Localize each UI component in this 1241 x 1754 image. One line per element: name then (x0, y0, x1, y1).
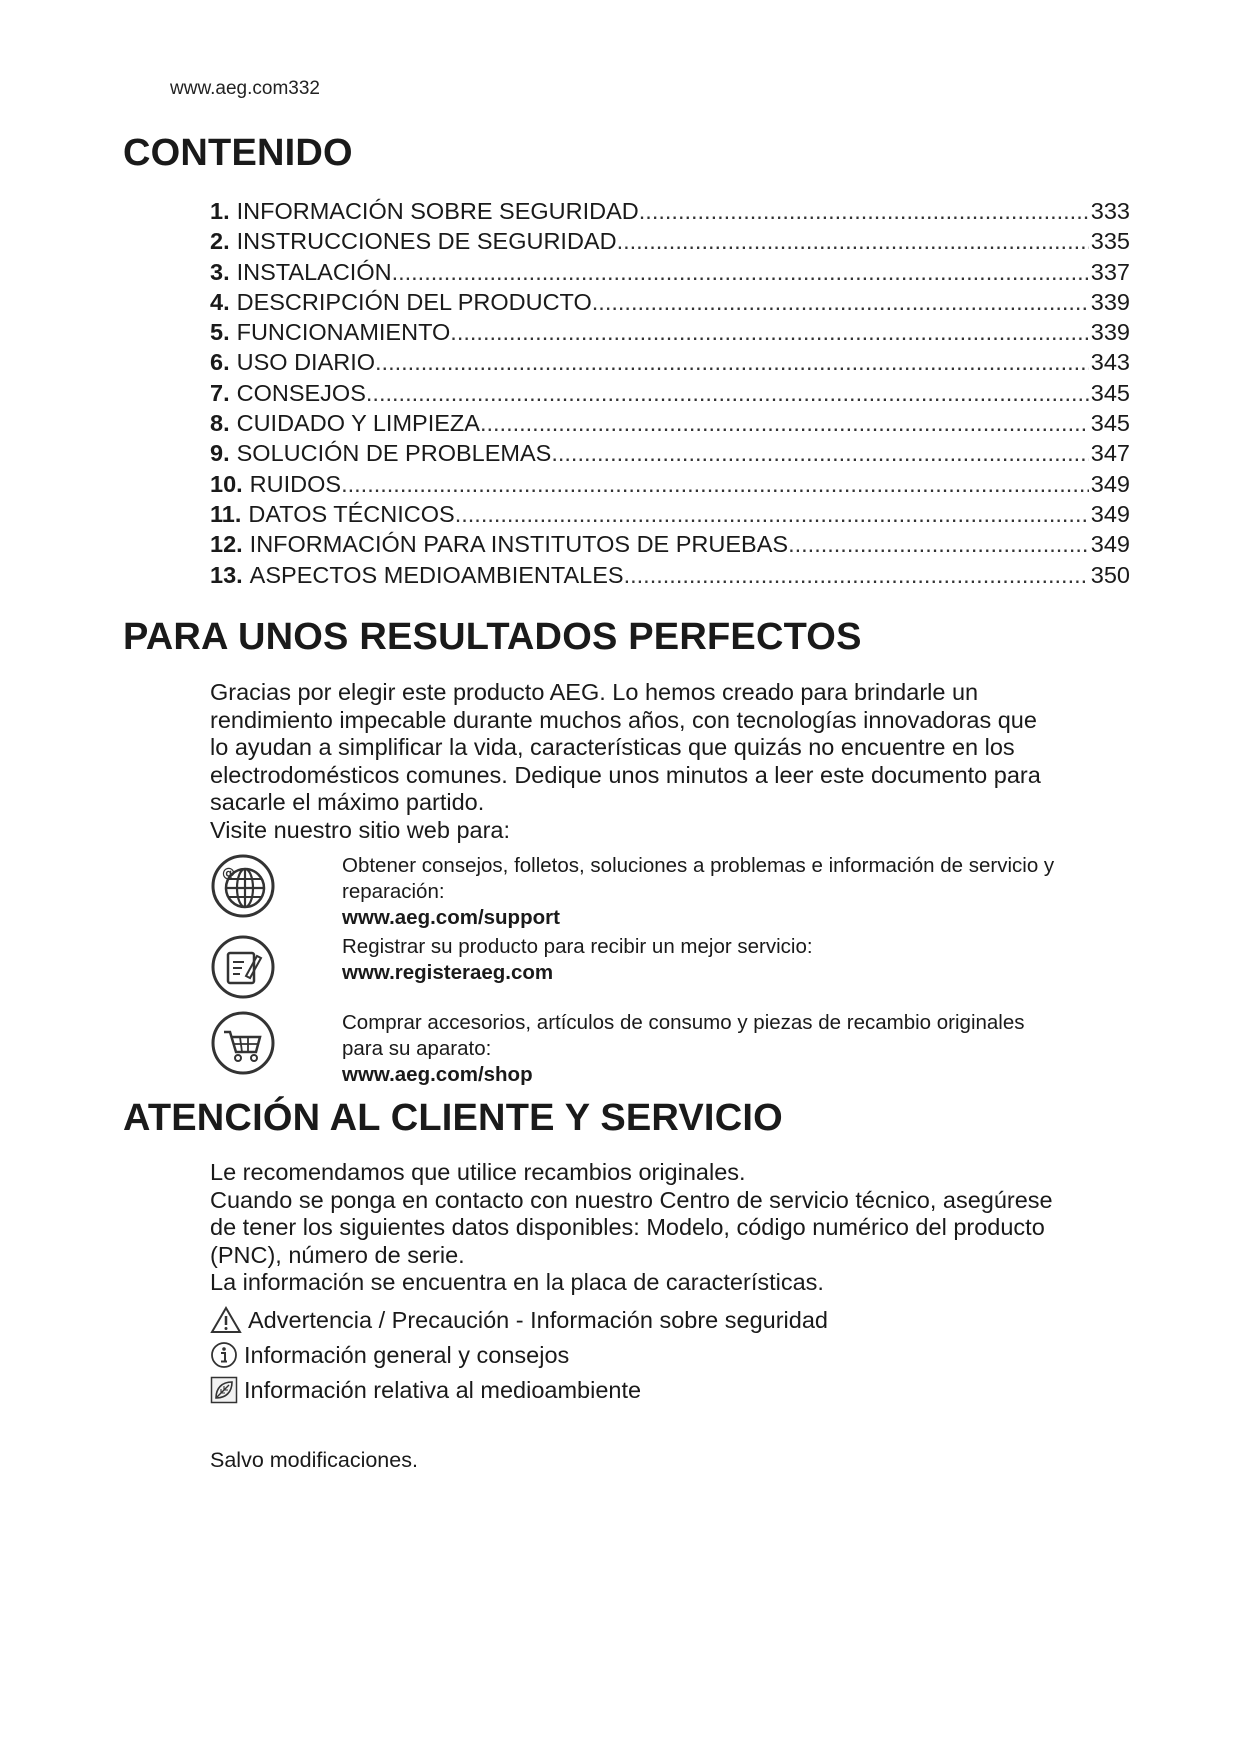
toc-page-number: 335 (1090, 228, 1130, 255)
text-line: Le recomendamos que utilice recambios originales. (210, 1159, 746, 1185)
text-line: para su aparato: (342, 1037, 492, 1060)
toc-page-number: 333 (1090, 198, 1130, 224)
toc-title: INSTRUCCIONES DE SEGURIDAD (236, 228, 617, 255)
toc-entry[interactable] (210, 469, 1130, 499)
leaf-icon (210, 1376, 238, 1404)
toc-entry[interactable] (210, 196, 1130, 226)
toc-number: 7. (210, 379, 230, 406)
globe-icon (210, 853, 276, 919)
toc-entry[interactable] (210, 317, 1130, 347)
toc-page-number: 349 (1090, 470, 1130, 497)
toc-title: INFORMACIÓN SOBRE SEGURIDAD (236, 198, 639, 224)
toc-number: 2. (210, 228, 230, 255)
svg-text:@: @ (222, 866, 235, 881)
toc-leader-dots (788, 529, 1089, 559)
cart-icon (210, 1010, 276, 1076)
toc-entry[interactable] (210, 499, 1130, 529)
toc-entry[interactable] (210, 560, 1130, 590)
text-line: de tener los siguientes datos disponibles: Modelo, código numérico del producto (210, 1214, 1045, 1241)
toc-leader-dots (639, 196, 1089, 226)
register-icon (210, 934, 276, 1000)
toc-entry[interactable] (210, 257, 1130, 287)
text-line: rendimiento impecable durante muchos años, con tecnologías innovadoras que (210, 706, 1037, 733)
toc-page-number: 345 (1090, 379, 1130, 406)
toc-title: DATOS TÉCNICOS (248, 500, 455, 527)
text-line: Comprar accesorios, artículos de consumo y piezas de recambio originales (342, 1011, 1025, 1034)
toc-title: FUNCIONAMIENTO (236, 319, 451, 346)
toc-number: 11. (210, 500, 242, 527)
toc-leader-dots (592, 287, 1089, 317)
shop-url-link[interactable]: www.aeg.com/shop (342, 1063, 533, 1086)
toc-entry[interactable] (210, 438, 1130, 468)
legend-label: Información general y consejos (244, 1341, 570, 1368)
register-link-text (342, 934, 1132, 986)
toc-number: 12. (210, 531, 243, 558)
toc-number: 3. (210, 258, 230, 285)
text-line: Cuando se ponga en contacto con nuestro Centro de servicio técnico, asegúrese (210, 1186, 1053, 1213)
toc-leader-dots (341, 469, 1089, 499)
toc-page-number: 345 (1090, 410, 1130, 437)
toc-title: INFORMACIÓN PARA INSTITUTOS DE PRUEBAS (249, 531, 789, 558)
text-line: Visite nuestro sitio web para: (210, 816, 511, 843)
toc-number: 1. (210, 198, 230, 224)
toc-page-number: 349 (1090, 500, 1130, 527)
text-line: Registrar su producto para recibir un mejor servicio: (342, 935, 813, 958)
toc-leader-dots (375, 347, 1089, 377)
legend-label: Advertencia / Precaución - Información sobre seguridad (248, 1306, 828, 1333)
legend-warning (210, 1306, 828, 1334)
toc-leader-dots (455, 499, 1089, 529)
table-of-contents (210, 196, 1130, 590)
toc-number: 13. (210, 561, 243, 588)
toc-leader-dots (450, 317, 1088, 347)
header-url: www.aeg.com332 (170, 78, 320, 99)
text-line: electrodomésticos comunes. Dedique unos minutos a leer este documento para (210, 761, 1041, 788)
service-paragraph (210, 1159, 1110, 1297)
footnote: Salvo modificaciones. (210, 1448, 418, 1472)
info-icon (210, 1341, 238, 1369)
toc-entry[interactable] (210, 347, 1130, 377)
shop-link-text (342, 1010, 1132, 1088)
toc-page-number: 347 (1090, 440, 1130, 467)
toc-page-number: 350 (1090, 561, 1130, 588)
toc-entry[interactable] (210, 529, 1130, 559)
register-url-link[interactable]: www.registeraeg.com (342, 961, 554, 984)
toc-page-number: 337 (1090, 258, 1130, 285)
toc-page-number: 349 (1090, 531, 1130, 558)
toc-leader-dots (392, 257, 1089, 287)
support-url-link[interactable]: www.aeg.com/support (342, 906, 560, 929)
toc-leader-dots (366, 378, 1089, 408)
legend-info (210, 1341, 569, 1369)
toc-title: ASPECTOS MEDIOAMBIENTALES (249, 561, 624, 588)
perfect-results-title: PARA UNOS RESULTADOS PERFECTOS (123, 616, 862, 658)
toc-leader-dots (617, 226, 1089, 256)
toc-title: CONSEJOS (236, 379, 366, 406)
toc-number: 5. (210, 319, 230, 346)
toc-entry[interactable] (210, 287, 1130, 317)
toc-page-number: 339 (1090, 319, 1130, 346)
toc-title: INSTALACIÓN (236, 258, 392, 285)
toc-title: CUIDADO Y LIMPIEZA (236, 410, 480, 437)
toc-title: USO DIARIO (236, 349, 376, 376)
text-line: Obtener consejos, folletos, soluciones a problemas e información de servicio y (342, 854, 1055, 877)
text-line: La información se encuentra en la placa de características. (210, 1269, 824, 1296)
toc-number: 6. (210, 349, 230, 376)
toc-number: 8. (210, 410, 230, 437)
toc-leader-dots (480, 408, 1089, 438)
support-link-text (342, 853, 1132, 931)
toc-title: SOLUCIÓN DE PROBLEMAS (236, 440, 552, 467)
text-line: Gracias por elegir este producto AEG. Lo hemos creado para brindarle un (210, 679, 979, 705)
text-line: (PNC), número de serie. (210, 1241, 465, 1268)
toc-leader-dots (551, 438, 1088, 468)
toc-page-number: 343 (1090, 349, 1130, 376)
legend-label: Información relativa al medioambiente (244, 1376, 642, 1403)
toc-number: 10. (210, 470, 243, 497)
toc-entry[interactable] (210, 226, 1130, 256)
warning-icon (210, 1306, 242, 1334)
service-title: ATENCIÓN AL CLIENTE Y SERVICIO (123, 1097, 783, 1139)
text-line: sacarle el máximo partido. (210, 789, 485, 816)
toc-page-number: 339 (1090, 288, 1130, 315)
contents-title: CONTENIDO (123, 132, 353, 174)
intro-paragraph (210, 679, 1110, 845)
text-line: lo ayudan a simplificar la vida, características que quizás no encuentre en los (210, 734, 1015, 761)
text-line: reparación: (342, 880, 445, 903)
toc-title: DESCRIPCIÓN DEL PRODUCTO (236, 288, 592, 315)
toc-entry[interactable] (210, 408, 1130, 438)
toc-leader-dots (624, 560, 1089, 590)
toc-entry[interactable] (210, 378, 1130, 408)
legend-environment (210, 1376, 641, 1404)
toc-number: 4. (210, 288, 230, 315)
toc-title: RUIDOS (249, 470, 342, 497)
toc-number: 9. (210, 440, 230, 467)
